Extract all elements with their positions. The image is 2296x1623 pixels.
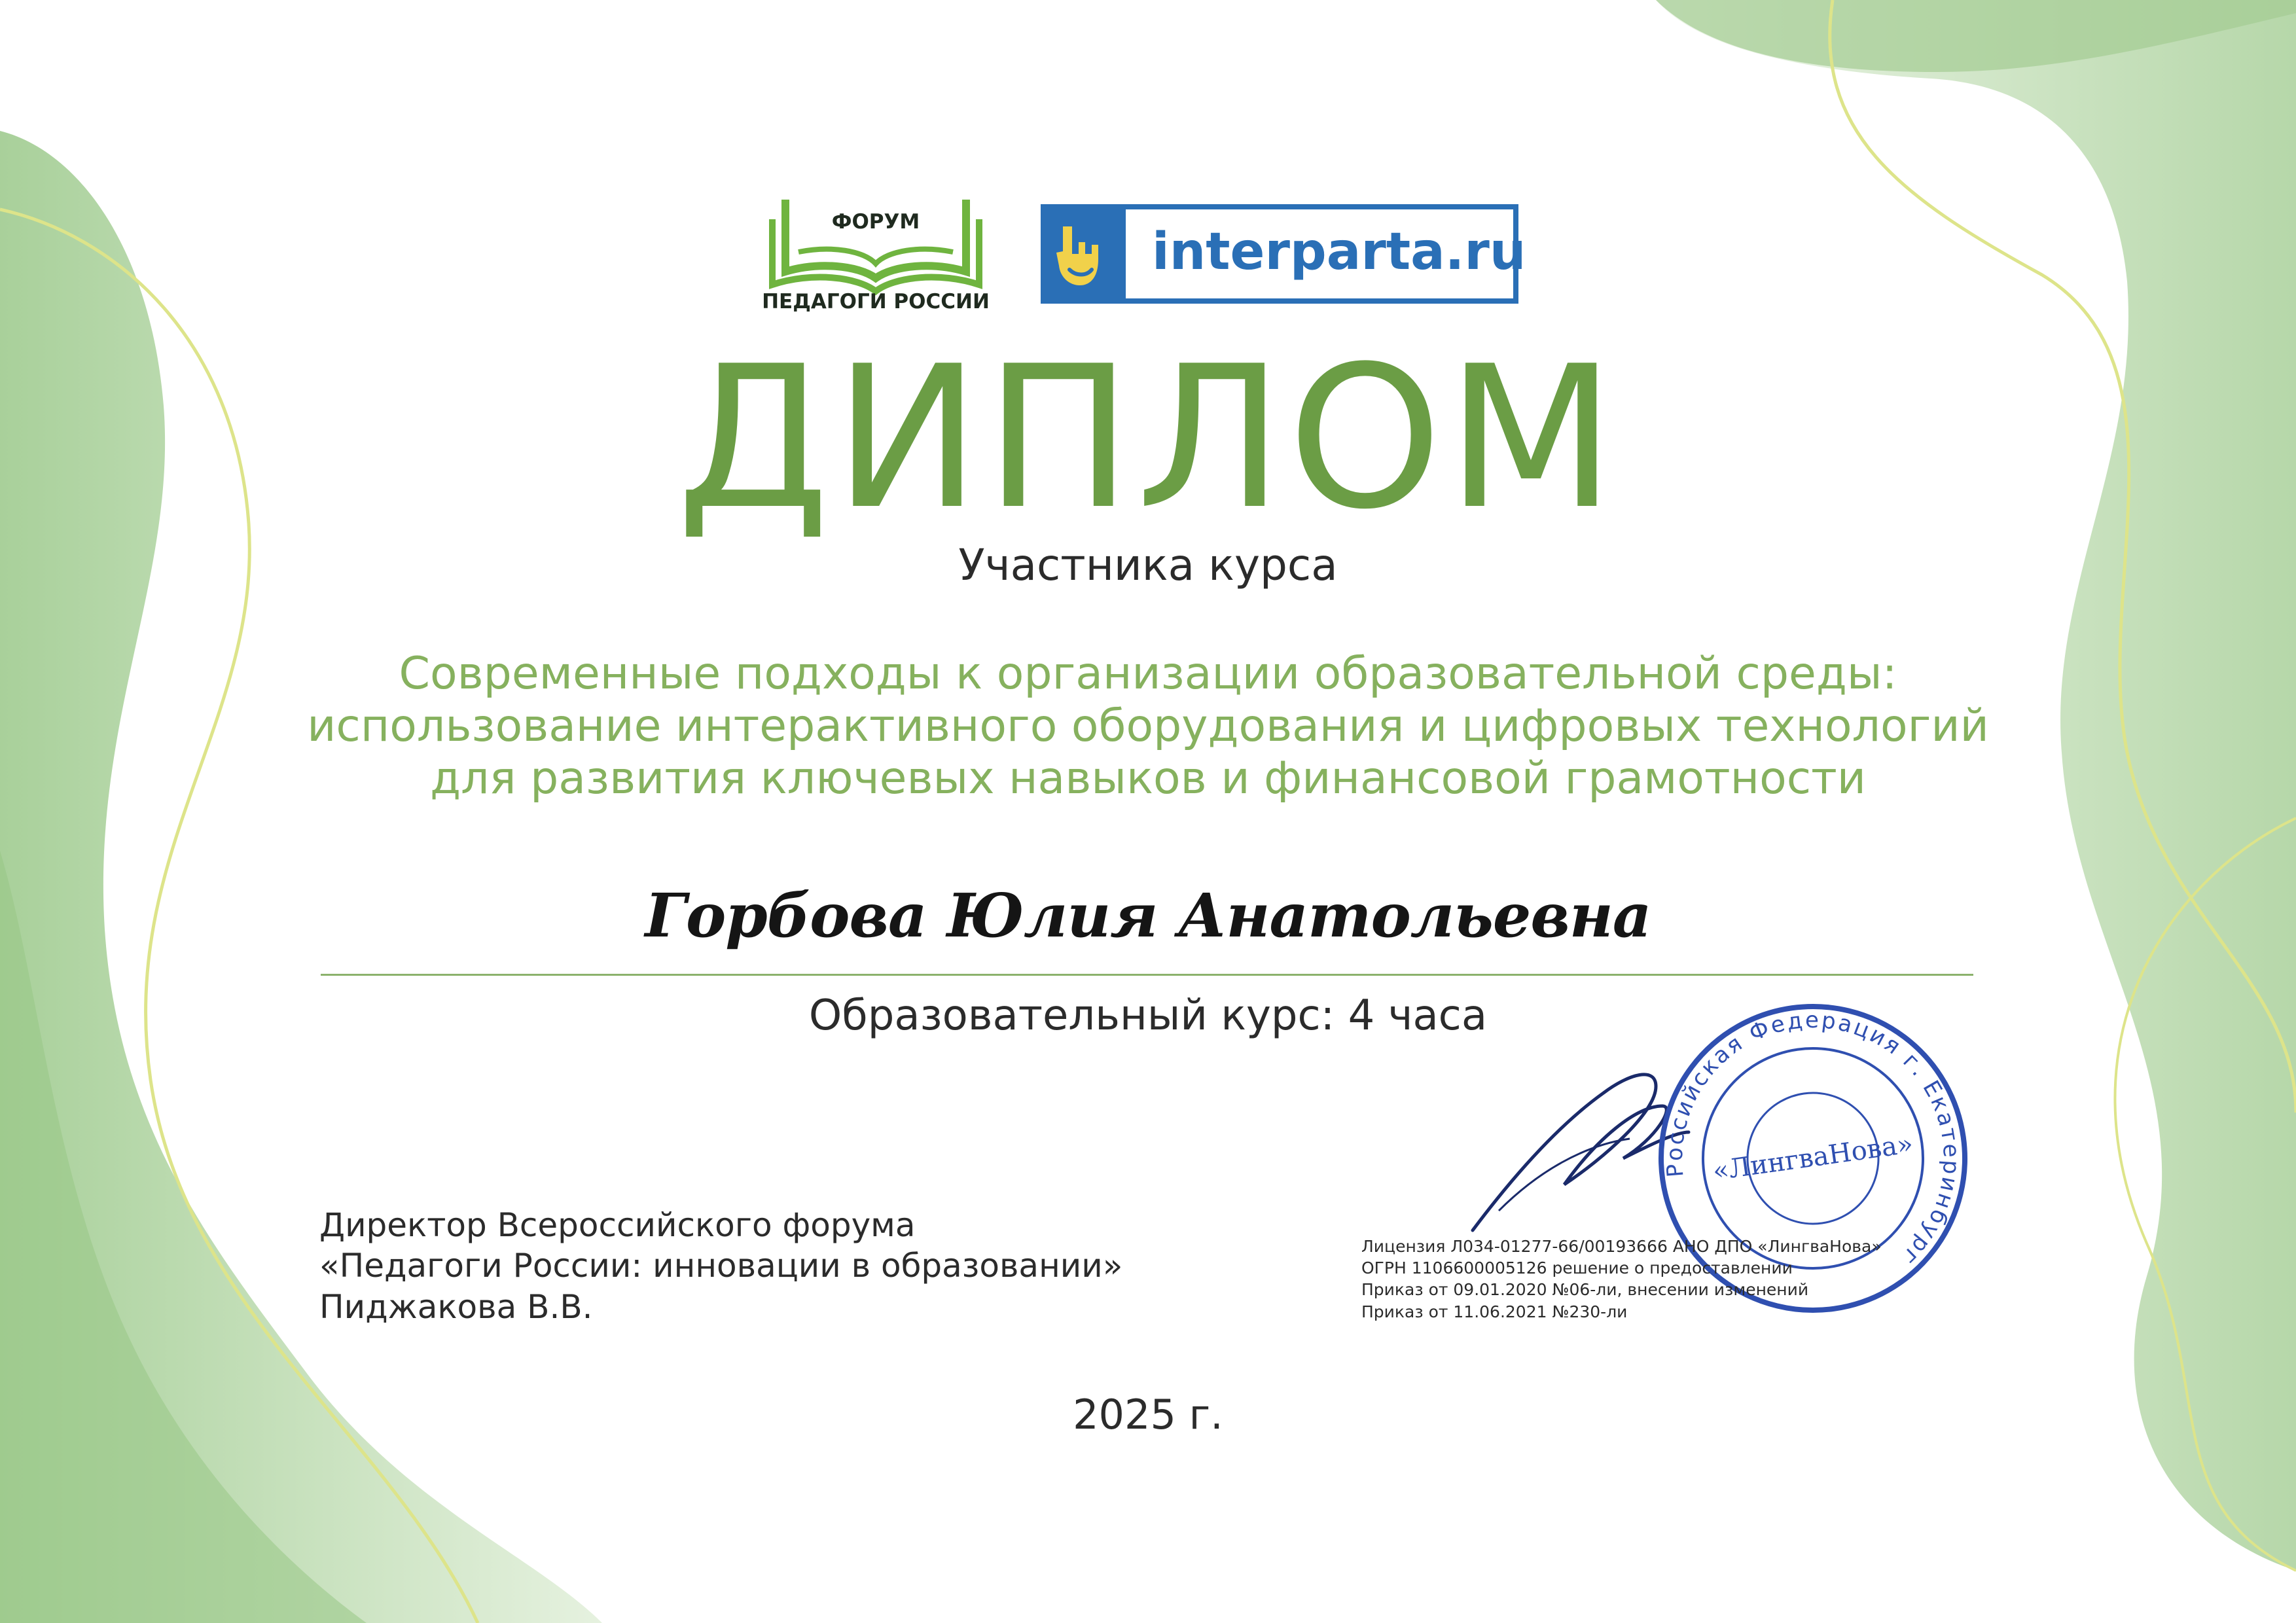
- license-line-3: Приказ от 09.01.2020 №06-ли, внесении изменений: [1361, 1280, 1809, 1299]
- interparta-logo: [1041, 204, 1526, 304]
- forum-logo: [759, 187, 992, 315]
- director-title-line-1: Директор Всероссийского форума: [319, 1206, 916, 1244]
- course-title-line-1: Современные подходы к организации образовательной среды:: [399, 648, 1897, 700]
- issue-year: 2025 г.: [1073, 1391, 1223, 1438]
- course-title-line-3: для развития ключевых навыков и финансовой грамотности: [430, 753, 1866, 804]
- stamp-outer-text: Российская Федерация г. Екатеринбург: [1661, 1007, 1965, 1272]
- stamp-center-text: «ЛингваНова»: [1711, 1128, 1915, 1187]
- diploma-title: ДИПЛОМ: [676, 324, 1620, 552]
- license-line-2: ОГРН 1106600005126 решение о предоставлении: [1361, 1258, 1793, 1277]
- forum-logo-top-text: ФОРУМ: [831, 210, 920, 234]
- course-hours: Образовательный курс: 4 часа: [808, 991, 1488, 1040]
- name-underline: [321, 974, 1973, 976]
- license-line-4: Приказ от 11.06.2021 №230-ли: [1361, 1302, 1628, 1321]
- interparta-logo-text: interparta.ru: [1152, 223, 1526, 281]
- hand-icon: [1050, 213, 1118, 294]
- license-line-1: Лицензия Л034-01277-66/00193666 АНО ДПО «ЛингваНова»: [1361, 1237, 1882, 1256]
- director-title-line-2: «Педагоги России: инновации в образовании»: [319, 1247, 1123, 1285]
- director-name: Пиджакова В.В.: [319, 1288, 593, 1326]
- participant-subtitle: Участника курса: [958, 540, 1338, 590]
- recipient-name: Горбова Юлия Анатольевна: [645, 880, 1651, 951]
- forum-logo-bottom-text: ПЕДАГОГИ РОССИИ: [762, 290, 990, 313]
- course-title-line-2: использование интерактивного оборудования и цифровых технологий: [307, 700, 1989, 752]
